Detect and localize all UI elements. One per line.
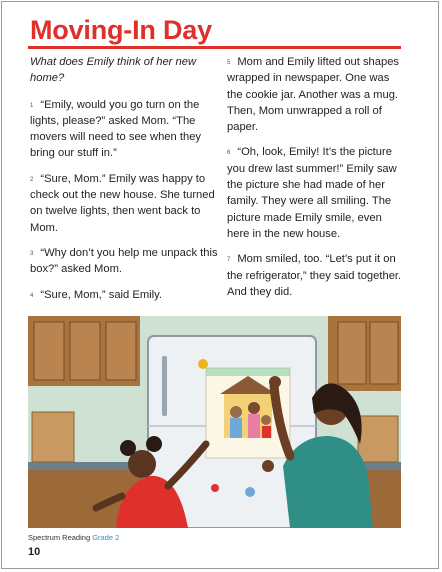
paragraph-4	[30, 287, 220, 303]
paragraph-text: Mom smiled, too. “Let’s put it on the refrigerator,” they said together. And they did.	[227, 253, 402, 298]
paragraph-text: “Sure, Mom.” Emily was happy to check out the new house. She turned on twelve lights, then went back to Mom.	[30, 172, 215, 234]
kitchen-scene	[28, 316, 401, 528]
paragraph-text: “Sure, Mom,” said Emily.	[40, 288, 162, 301]
paragraph-number: 2	[30, 176, 34, 183]
right-column	[227, 54, 407, 309]
paragraph-6	[227, 144, 407, 242]
paragraph-number: 4	[30, 292, 34, 299]
left-column	[30, 54, 220, 312]
paragraph-number: 1	[30, 102, 34, 109]
paragraph-text: Mom and Emily lifted out shapes wrapped in newspaper. One was the cookie jar. Another was a mug. Then, Mom unwrapped a roll of paper.	[227, 56, 400, 134]
series-name: Spectrum Reading	[28, 533, 91, 542]
guiding-question: What does Emily think of her new home?	[30, 56, 197, 85]
title-rule	[28, 46, 401, 49]
footer-brand	[28, 533, 119, 542]
paragraph-1	[30, 97, 220, 162]
paragraph-3	[30, 245, 220, 278]
kitchen-illustration	[28, 316, 401, 528]
page-number: 10	[28, 546, 41, 558]
page-title: Moving-In Day	[30, 15, 212, 45]
paragraph-7	[227, 251, 407, 300]
paragraph-5	[227, 54, 407, 135]
grade-label: Grade 2	[92, 533, 120, 542]
paragraph-number: 6	[227, 150, 231, 157]
paragraph-number: 7	[227, 257, 231, 264]
paragraph-number: 3	[30, 250, 34, 257]
paragraph-text: “Why don’t you help me unpack this box?” asked Mom.	[30, 246, 218, 276]
paragraph-2	[30, 171, 220, 236]
paragraph-text: “Oh, look, Emily! It’s the picture you drew last summer!” Emily saw the picture she had made of her family. They were all smiling. The picture made Emily smile, even here in the new house.	[227, 146, 397, 240]
paragraph-number: 5	[227, 60, 231, 66]
paragraph-text: “Emily, would you go turn on the lights, please?” asked Mom. “The movers will need to see when they bring our stuff in.”	[30, 98, 202, 160]
